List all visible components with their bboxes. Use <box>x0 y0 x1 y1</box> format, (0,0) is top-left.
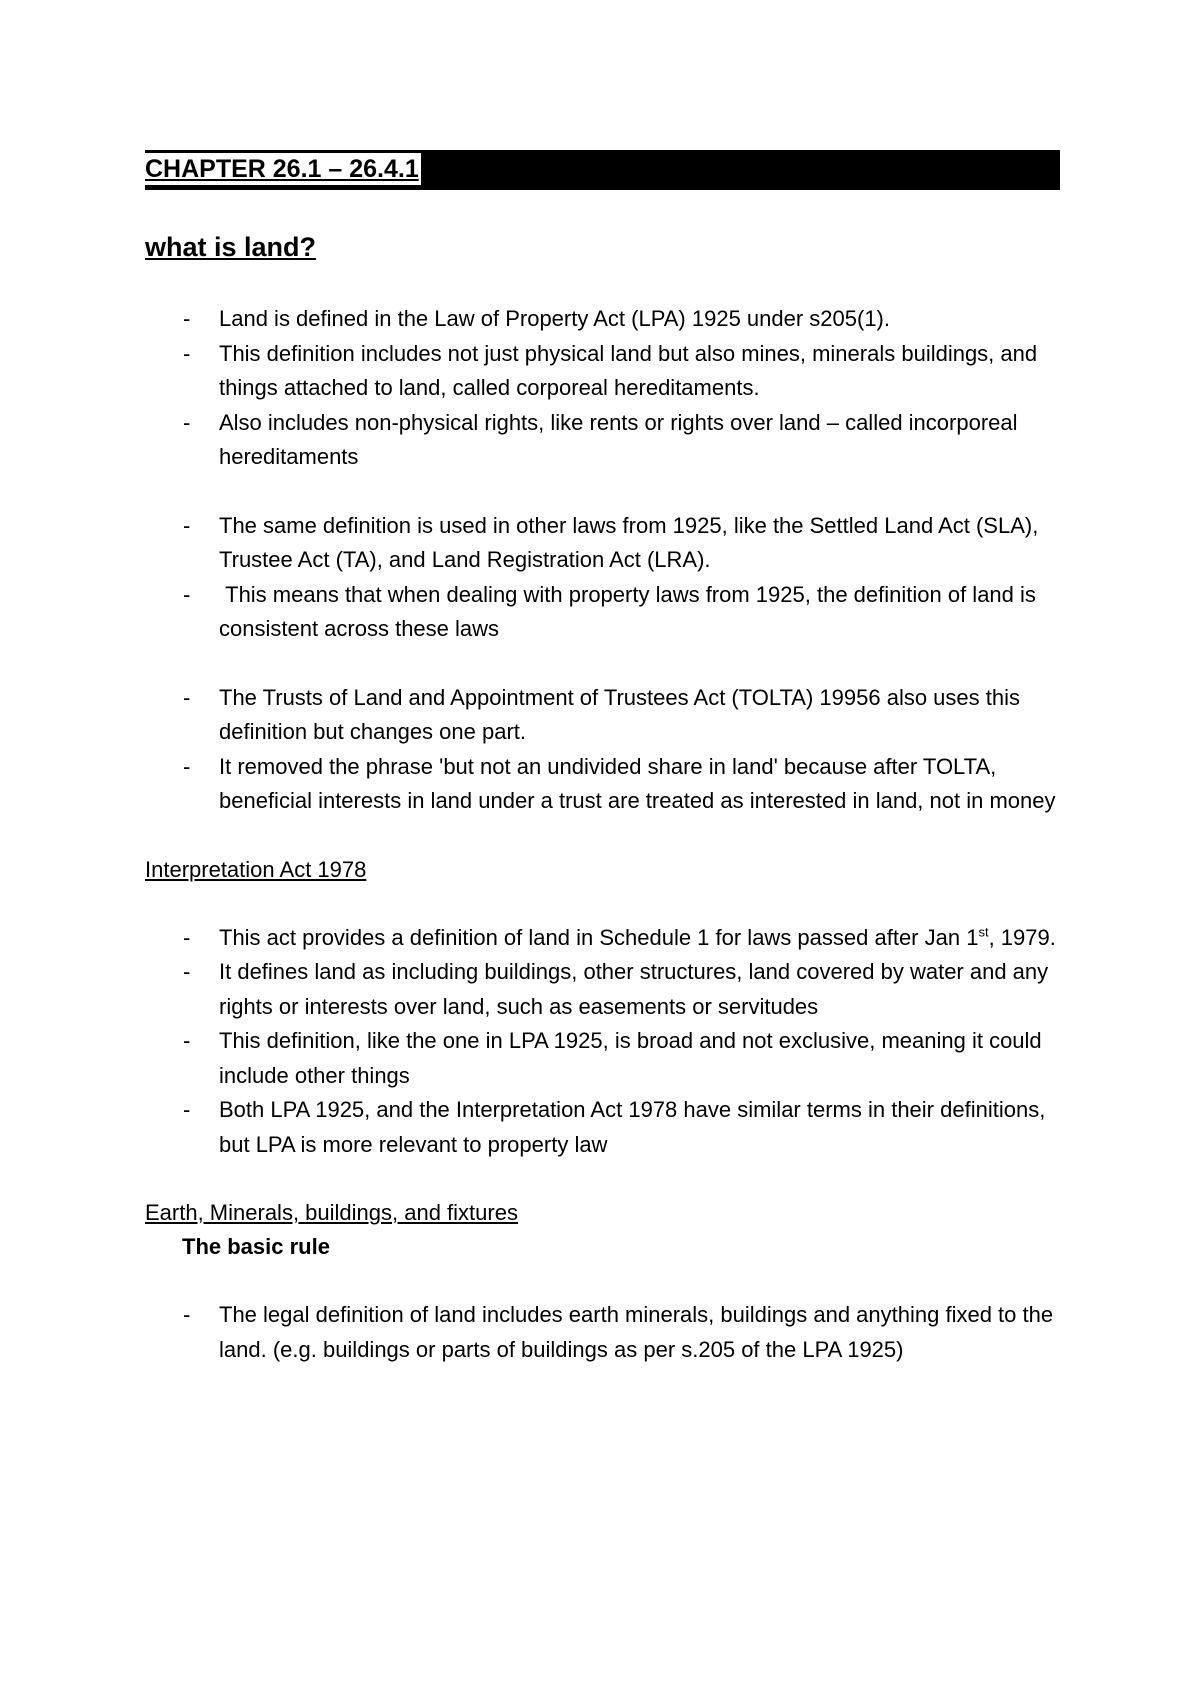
basic-rule-list <box>145 1298 1060 1367</box>
dash-bullet: - <box>183 684 191 710</box>
dash-bullet: - <box>183 512 191 538</box>
dash-bullet: - <box>183 1028 191 1053</box>
section-heading-what-is-land: what is land? <box>145 232 317 262</box>
dash-bullet: - <box>183 1302 191 1327</box>
list-item: - Both LPA 1925, and the Interpretation Act 1978 have similar terms in their definitions, but LPA is more relevant to property law <box>145 1093 1060 1162</box>
dash-bullet: - <box>183 340 191 366</box>
document-content <box>145 150 1060 1367</box>
list-item: - The legal definition of land includes earth minerals, buildings and anything fixed to the land. (e.g. buildings or parts of buildings as per s.205 of the LPA 1925) <box>145 1298 1060 1367</box>
land-definition-list-1 <box>145 302 1060 475</box>
list-item: - Land is defined in the Law of Property Act (LPA) 1925 under s205(1). <box>145 302 1060 337</box>
interpretation-act-list <box>145 921 1060 1163</box>
dash-bullet: - <box>183 1097 191 1122</box>
subheading-basic-rule: The basic rule <box>182 1234 330 1259</box>
list-item: - This act provides a definition of land in Schedule 1 for laws passed after Jan 1st, 1979. <box>145 921 1060 956</box>
list-item: - It removed the phrase 'but not an undivided share in land' because after TOLTA, beneficial interests in land under a trust are treated as interested in land, not in money <box>145 750 1060 819</box>
list-item: - Also includes non-physical rights, like rents or rights over land – called incorporeal hereditaments <box>145 406 1060 475</box>
dash-bullet: - <box>183 753 191 779</box>
list-item: - It defines land as including buildings, other structures, land covered by water and any rights or interests over land, such as easements or servitudes <box>145 955 1060 1024</box>
chapter-bar <box>145 150 1060 190</box>
list-item: - The same definition is used in other laws from 1925, like the Settled Land Act (SLA), Trustee Act (TA), and Land Registration Act (LRA). <box>145 509 1060 578</box>
section-heading-interpretation-act: Interpretation Act 1978 <box>145 856 367 882</box>
dash-bullet: - <box>183 959 191 984</box>
list-item: - This means that when dealing with property laws from 1925, the definition of land is consistent across these laws <box>145 578 1060 647</box>
land-definition-list-3 <box>145 681 1060 819</box>
dash-bullet: - <box>183 581 191 607</box>
chapter-title: CHAPTER 26.1 – 26.4.1 <box>145 155 419 183</box>
dash-bullet: - <box>183 924 191 950</box>
list-item: - This definition includes not just physical land but also mines, minerals buildings, and things attached to land, called corporeal hereditaments. <box>145 337 1060 406</box>
section-heading-earth-minerals: Earth, Minerals, buildings, and fixtures <box>145 1200 518 1225</box>
list-item: - This definition, like the one in LPA 1925, is broad and not exclusive, meaning it could include other things <box>145 1024 1060 1093</box>
dash-bullet: - <box>183 409 191 435</box>
dash-bullet: - <box>183 306 191 331</box>
land-definition-list-2 <box>145 509 1060 647</box>
list-item: - The Trusts of Land and Appointment of Trustees Act (TOLTA) 19956 also uses this definition but changes one part. <box>145 681 1060 750</box>
